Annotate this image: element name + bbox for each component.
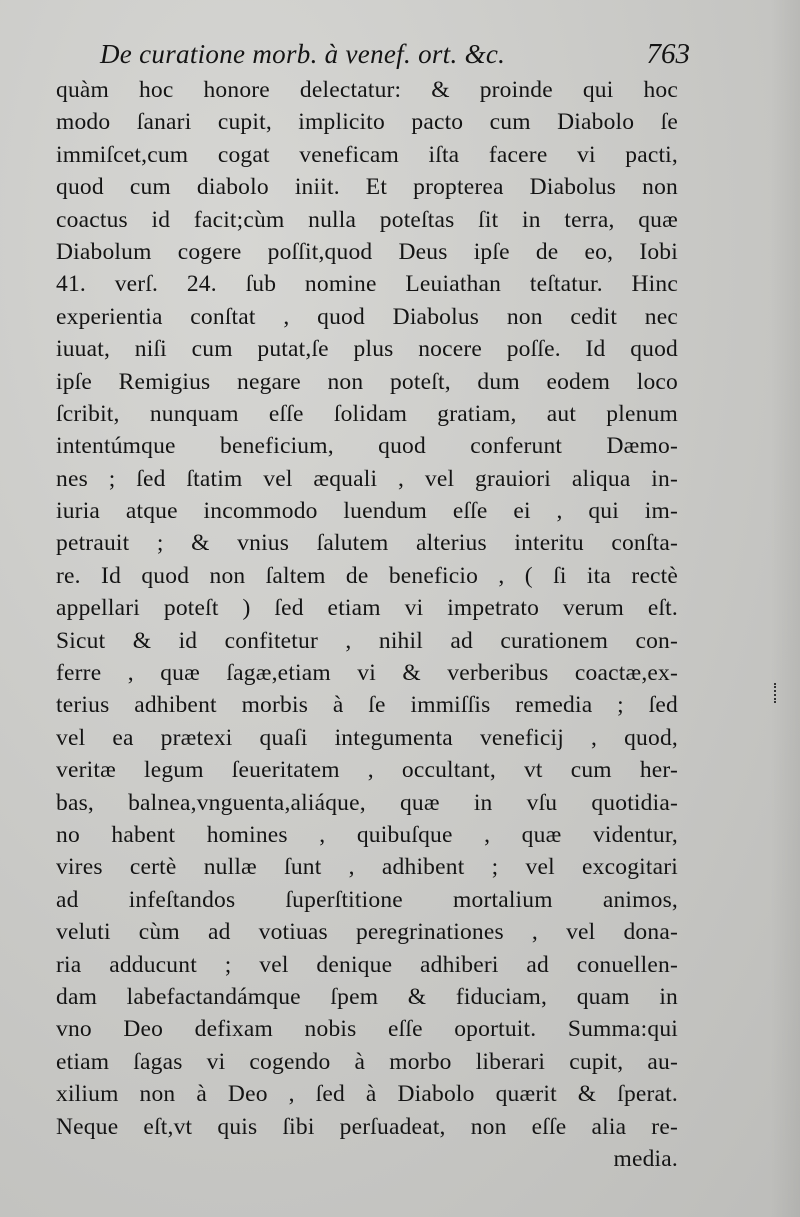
text-line: ſcribit, nunquam eſſe ſolidam gratiam, aut plenum — [56, 400, 678, 427]
running-head — [100, 38, 690, 74]
text-line: experientia conſtat , quod Diabolus non cedit nec — [56, 303, 678, 330]
text-line: Neque eſt,vt quis ſibi perſuadeat, non eſſe alia re- — [56, 1113, 678, 1140]
text-line: coactus id facit;cùm nulla poteſtas ſit in terra, quæ — [56, 206, 678, 233]
text-line: iuuat, niſi cum putat,ſe plus nocere poſſe. Id quod — [56, 336, 678, 363]
text-line: xilium non à Deo , ſed à Diabolo quærit & ſperat. — [56, 1081, 678, 1108]
text-line: bas, balnea,vnguenta,aliáque, quæ in vſu quotidia- — [56, 789, 678, 816]
text-line: appellari poteſt ) ſed etiam vi impetrato verum eſt. — [56, 595, 678, 622]
text-line: ad infeſtandos ſuperſtitione mortalium animos, — [56, 886, 678, 913]
text-line: ria adducunt ; vel denique adhiberi ad conuellen- — [56, 951, 678, 978]
text-line: immiſcet,cum cogat veneficam iſta facere vi pacti, — [56, 141, 678, 168]
text-line: nes ; ſed ſtatim vel æquali , vel grauiori aliqua in- — [56, 465, 678, 492]
text-line: Diabolum cogere poſſit,quod Deus ipſe de eo, Iobi — [56, 238, 678, 265]
page-edge-shadow — [770, 0, 800, 1217]
page-number: 763 — [646, 38, 690, 70]
text-line: etiam ſagas vi cogendo à morbo liberari cupit, au- — [56, 1048, 678, 1075]
text-line: ipſe Remigius negare non poteſt, dum eodem loco — [56, 368, 678, 395]
text-line: vno Deo defixam nobis eſſe oportuit. Summa:qui — [56, 1016, 678, 1043]
text-line: intentúmque beneficium, quod conferunt Dæmo- — [56, 433, 678, 460]
header-title: De curatione morb. à venef. ort. &c. — [100, 39, 506, 69]
text-line: quàm hoc honore delectatur: & proinde qui hoc — [56, 77, 678, 103]
text-line: vires certè nullæ ſunt , adhibent ; vel excogitari — [56, 854, 678, 881]
text-line: modo ſanari cupit, implicito pacto cum Diabolo ſe — [56, 109, 678, 136]
text-line: quod cum diabolo iniit. Et propterea Diabolus non — [56, 174, 678, 201]
text-line: re. Id quod non ſaltem de beneficio , ( ſi ita rectè — [56, 562, 678, 589]
body-text — [56, 74, 678, 1175]
text-line: iuria atque incommodo luendum eſſe ei , qui im- — [56, 498, 678, 525]
text-line: petrauit ; & vnius ſalutem alterius interitu conſta- — [56, 530, 678, 557]
text-line: terius adhibent morbis à ſe immiſſis remedia ; ſed — [56, 692, 678, 719]
text-line: 41. verſ. 24. ſub nomine Leuiathan teſtatur. Hinc — [56, 271, 678, 298]
text-line: dam labefactandámque ſpem & fiduciam, quam in — [56, 983, 678, 1010]
text-line: vel ea prætexi quaſi integumenta veneficij , quod, — [56, 724, 678, 751]
text-line: no habent homines , quibuſque , quæ videntur, — [56, 821, 678, 848]
text-line: veritæ legum ſeueritatem , occultant, vt cum her- — [56, 757, 678, 784]
text-line: ferre , quæ ſagæ,etiam vi & verberibus coactæ,ex- — [56, 660, 678, 687]
catchword: media. — [613, 1145, 678, 1172]
text-line: Sicut & id confitetur , nihil ad curationem con- — [56, 627, 678, 654]
text-line: veluti cùm ad votiuas peregrinationes , vel dona- — [56, 919, 678, 946]
